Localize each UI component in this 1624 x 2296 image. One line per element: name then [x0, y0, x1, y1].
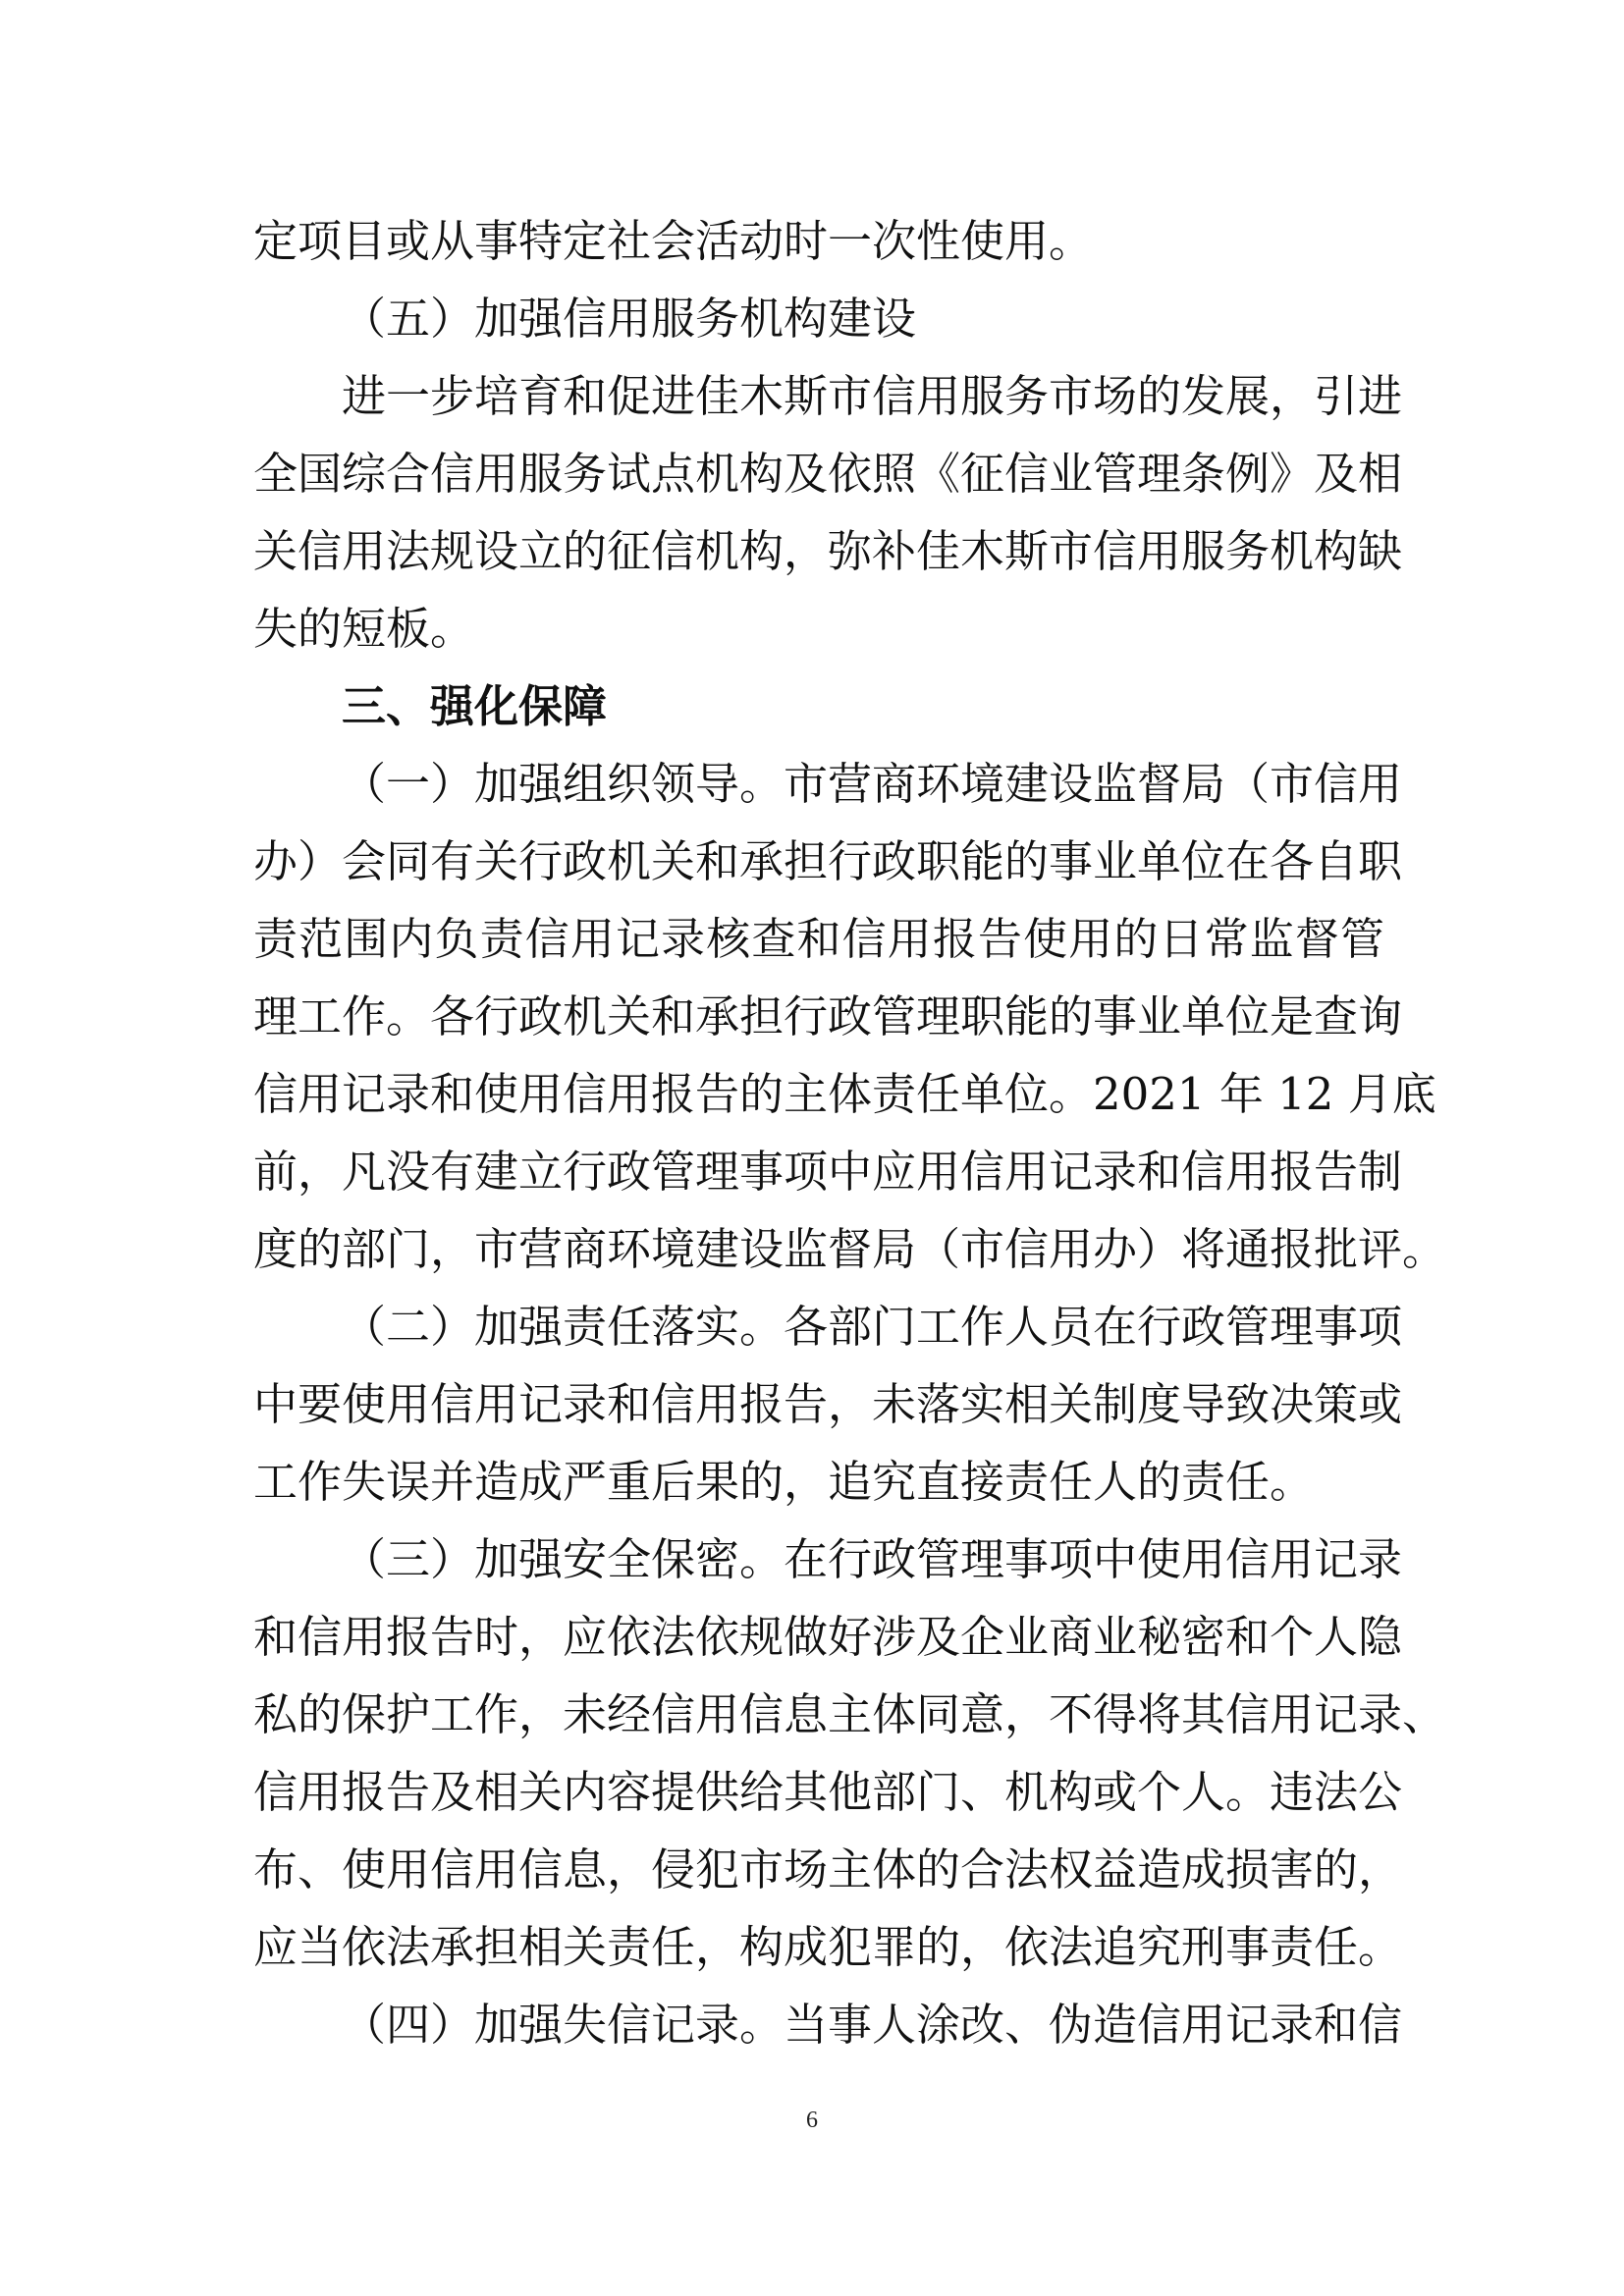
paragraph-line: 定项目或从事特定社会活动时一次性使用。 — [253, 215, 1094, 267]
paragraph-line: 进一步培育和促进佳木斯市信用服务市场的发展，引进 — [342, 370, 1403, 422]
paragraph-line: 责范围内负责信用记录核查和信用报告使用的日常监督管 — [253, 913, 1384, 965]
page-number: 6 — [806, 2108, 818, 2133]
chapter-heading: 三、强化保障 — [342, 680, 608, 732]
paragraph-line: 度的部门，市营商环境建设监督局（市信用办）将通报批评。 — [253, 1223, 1447, 1275]
paragraph-line: 信用报告及相关内容提供给其他部门、机构或个人。违法公 — [253, 1766, 1403, 1818]
paragraph-line: 办）会同有关行政机关和承担行政职能的事业单位在各自职 — [253, 835, 1403, 887]
paragraph-line: （四）加强失信记录。当事人涂改、伪造信用记录和信 — [342, 1999, 1403, 2051]
paragraph-line: 工作失误并造成严重后果的，追究直接责任人的责任。 — [253, 1456, 1315, 1508]
paragraph-line: （三）加强安全保密。在行政管理事项中使用信用记录 — [342, 1533, 1403, 1585]
paragraph-line: （一）加强组织领导。市营商环境建设监督局（市信用 — [342, 758, 1403, 810]
paragraph-line: 和信用报告时，应依法依规做好涉及企业商业秘密和个人隐 — [253, 1611, 1403, 1663]
paragraph-line: 私的保护工作，未经信用信息主体同意，不得将其信用记录、 — [253, 1688, 1447, 1740]
paragraph-line: 布、使用信用信息，侵犯市场主体的合法权益造成损害的， — [253, 1843, 1403, 1896]
paragraph-line: 理工作。各行政机关和承担行政管理职能的事业单位是查询 — [253, 990, 1403, 1042]
paragraph-line: 全国综合信用服务试点机构及依照《征信业管理条例》及相 — [253, 448, 1403, 500]
paragraph-line: 关信用法规设立的征信机构，弥补佳木斯市信用服务机构缺 — [253, 525, 1403, 577]
paragraph-line: 应当依法承担相关责任，构成犯罪的，依法追究刑事责任。 — [253, 1921, 1403, 1973]
paragraph-line: 中要使用信用记录和信用报告，未落实相关制度导致决策或 — [253, 1378, 1403, 1430]
paragraph-line: 失的短板。 — [253, 603, 475, 655]
paragraph-line: （二）加强责任落实。各部门工作人员在行政管理事项 — [342, 1301, 1403, 1353]
paragraph-line: 前，凡没有建立行政管理事项中应用信用记录和信用报告制 — [253, 1146, 1403, 1198]
paragraph-line: 信用记录和使用信用报告的主体责任单位。2021 年 12 月底 — [253, 1068, 1436, 1120]
section-heading: （五）加强信用服务机构建设 — [342, 293, 917, 345]
